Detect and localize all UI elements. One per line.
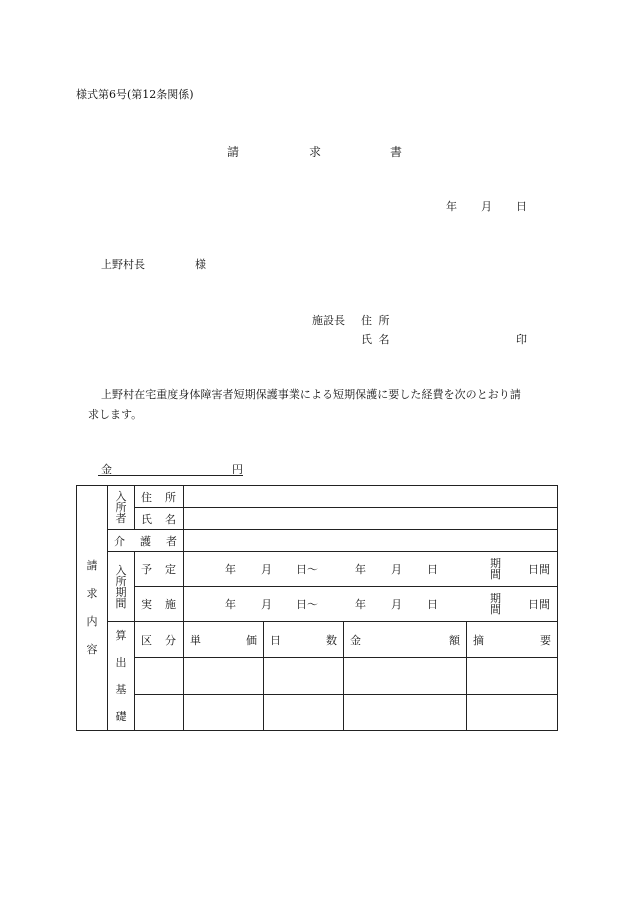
actual-period-label	[490, 593, 501, 615]
date-year: 年	[446, 200, 457, 213]
basis-row-2-remarks[interactable]	[467, 694, 558, 730]
resident-char-3: 者	[115, 512, 127, 525]
actual-label-cell	[135, 587, 184, 622]
basis-row-2-category[interactable]	[135, 694, 184, 730]
planned-to-month: 月	[391, 563, 402, 576]
basis-char-3: 基	[115, 683, 127, 696]
caregiver-input[interactable]	[184, 530, 558, 552]
body-text-line-2: 求します。	[88, 408, 143, 421]
addressee-name: 上野村長	[101, 258, 145, 271]
resident-group-cell	[108, 486, 135, 530]
basis-row-2-days[interactable]	[264, 694, 344, 730]
name-label-cell	[135, 508, 184, 530]
claim-table	[76, 485, 558, 731]
days-char-1: 日	[270, 633, 281, 647]
seal-label: 印	[516, 333, 527, 346]
actual-from-month: 月	[261, 598, 272, 611]
actual-period-char-1: 期	[490, 592, 501, 605]
basis-row-1-amount[interactable]	[344, 658, 467, 694]
sender-address-label: 住 所	[361, 314, 390, 327]
category-char-2: 分	[165, 633, 176, 647]
col-days-header	[264, 622, 344, 658]
col-remarks-header	[467, 622, 558, 658]
category-char-1: 区	[141, 633, 152, 647]
remarks-char-1: 摘	[473, 633, 484, 647]
form-number: 様式第6号(第12条関係)	[76, 88, 194, 101]
date-month: 月	[481, 200, 492, 213]
days-char-2: 数	[326, 633, 337, 647]
basis-row-1-remarks[interactable]	[467, 658, 558, 694]
basis-row-1-category[interactable]	[135, 658, 184, 694]
stay-char-1: 入	[115, 563, 127, 577]
address-input[interactable]	[184, 486, 558, 508]
name-input[interactable]	[184, 508, 558, 530]
section-char-1: 請	[86, 559, 98, 572]
date-day: 日	[516, 200, 527, 213]
address-char-1: 住	[141, 490, 152, 504]
section-label-cell	[77, 486, 108, 731]
name-char-2: 名	[165, 512, 176, 526]
basis-char-1: 算	[115, 629, 127, 642]
basis-row-2-unit-price[interactable]	[184, 694, 264, 730]
planned-days-unit: 日間	[528, 563, 550, 576]
sender-role: 施設長	[312, 314, 345, 327]
planned-char-2: 定	[165, 563, 176, 576]
planned-period-char-1: 期	[490, 557, 501, 570]
caregiver-char-1: 介	[114, 534, 125, 548]
basis-row-2-amount[interactable]	[344, 694, 467, 730]
stay-char-3: 期	[115, 585, 127, 599]
resident-char-2: 所	[115, 501, 127, 514]
title-char-1: 請	[227, 145, 240, 159]
planned-char-1: 予	[141, 563, 152, 576]
actual-to-day: 日	[427, 598, 438, 611]
amount-char-2: 額	[449, 633, 460, 647]
amount-char-1: 金	[350, 633, 361, 647]
planned-from-month: 月	[261, 563, 272, 576]
actual-from-day: 日〜	[296, 598, 318, 611]
section-char-2: 求	[86, 587, 98, 600]
actual-to-month: 月	[391, 598, 402, 611]
stay-char-2: 所	[115, 574, 127, 588]
actual-days-unit: 日間	[528, 598, 550, 611]
actual-char-2: 施	[165, 598, 176, 611]
address-char-2: 所	[165, 490, 176, 504]
col-category-header	[135, 622, 184, 658]
name-char-1: 氏	[141, 512, 152, 526]
actual-period-char-2: 間	[490, 603, 501, 616]
stay-group-cell	[108, 552, 135, 622]
actual-to-year: 年	[355, 598, 366, 611]
caregiver-char-3: 者	[166, 534, 177, 548]
remarks-char-2: 要	[540, 633, 551, 647]
col-unit-price-header	[184, 622, 264, 658]
actual-from-year: 年	[225, 598, 236, 611]
planned-period-label	[490, 558, 501, 580]
planned-to-year: 年	[355, 563, 366, 576]
planned-period-cell[interactable]	[184, 552, 558, 587]
basis-row-1-unit-price[interactable]	[184, 658, 264, 694]
col-amount-header	[344, 622, 467, 658]
unit-price-char-2: 価	[246, 633, 257, 647]
actual-period-cell[interactable]	[184, 587, 558, 622]
planned-period-char-2: 間	[490, 568, 501, 581]
stay-char-4: 間	[115, 596, 127, 610]
caregiver-char-2: 護	[140, 534, 151, 548]
planned-from-year: 年	[225, 563, 236, 576]
basis-row-1-days[interactable]	[264, 658, 344, 694]
basis-group-cell	[108, 622, 135, 731]
title-char-2: 求	[309, 145, 322, 159]
basis-char-4: 礎	[115, 710, 127, 723]
planned-to-day: 日	[427, 563, 438, 576]
basis-char-2: 出	[115, 656, 127, 669]
actual-char-1: 実	[141, 598, 152, 611]
amount-underline	[98, 475, 243, 476]
resident-char-1: 入	[115, 490, 127, 503]
address-label-cell	[135, 486, 184, 508]
section-char-3: 内	[86, 615, 98, 628]
sender-name-label: 氏 名	[361, 333, 390, 346]
unit-price-char-1: 単	[190, 633, 201, 647]
amount-yen: 円	[232, 463, 243, 476]
title-char-3: 書	[390, 145, 403, 159]
body-text-line-1: 上野村在宅重度身体障害者短期保護事業による短期保護に要した経費を次のとおり請	[101, 388, 521, 401]
caregiver-label-cell	[108, 530, 184, 552]
planned-from-day: 日〜	[296, 563, 318, 576]
addressee-honorific: 様	[195, 258, 206, 271]
section-char-4: 容	[86, 643, 98, 656]
amount-kin: 金	[101, 463, 112, 476]
planned-label-cell	[135, 552, 184, 587]
